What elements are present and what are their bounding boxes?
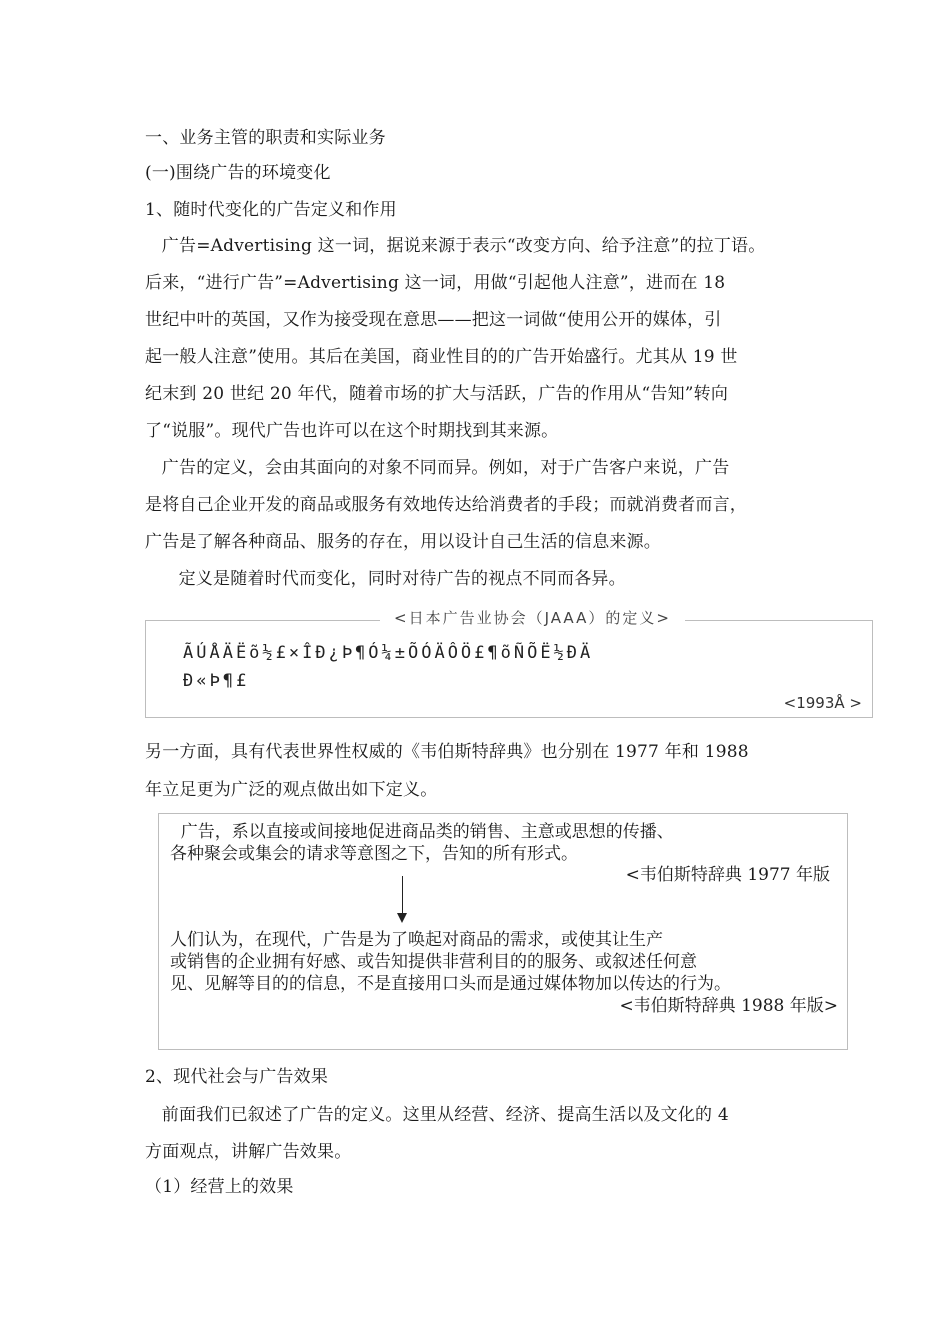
jaaa-box-title: <日本广告业协会（JAAA）的定义>	[380, 606, 685, 630]
paragraph-line: 定义是随着时代而变化，同时对待广告的视点不同而各异。	[145, 569, 626, 589]
jaaa-definition-box	[145, 620, 873, 718]
paragraph-line: 后来，“进行广告”=Advertising 这一词，用做“引起他人注意”，进而在 18	[145, 273, 726, 293]
paragraph-line: 方面观点，讲解广告效果。	[145, 1142, 352, 1162]
subsection-heading: (一)围绕广告的环境变化	[145, 163, 331, 183]
webster-1988-definition-line: 或销售的企业拥有好感、或告知提供非营利目的的服务、或叙述任何意	[170, 952, 697, 972]
paragraph-line: 广告的定义，会由其面向的对象不同而异。例如，对于广告客户来说，广告	[145, 458, 730, 478]
paragraph-line: 起一般人注意”使用。其后在美国，商业性目的的广告开始盛行。尤其从 19 世	[145, 347, 738, 367]
jaaa-garbled-text-line: Ð«Þ¶£	[183, 671, 250, 691]
paragraph-line: 世纪中叶的英国，又作为接受现在意思——把这一词做“使用公开的媒体，引	[145, 310, 722, 330]
item-heading: 2、现代社会与广告效果	[145, 1067, 329, 1087]
webster-1977-definition-line: 广告，系以直接或间接地促进商品类的销售、主意或思想的传播、	[170, 822, 674, 842]
item-heading: 1、随时代变化的广告定义和作用	[145, 200, 397, 220]
webster-1988-definition-line: 人们认为，在现代，广告是为了唤起对商品的需求，或使其让生产	[170, 930, 663, 950]
down-arrow-icon	[402, 876, 403, 914]
webster-1988-definition-line: 见、见解等目的的信息，不是直接用口头而是通过媒体物加以传达的行为。	[170, 974, 731, 994]
arrow-head-icon	[397, 913, 407, 923]
paragraph-line: 年立足更为广泛的观点做出如下定义。	[145, 780, 438, 800]
paragraph-line: 另一方面，具有代表世界性权威的《韦伯斯特辞典》也分别在 1977 年和 1988	[145, 742, 749, 762]
paragraph-line: 广告=Advertising 这一词，据说来源于表示“改变方向、给予注意”的拉丁语。	[145, 236, 766, 256]
paragraph-line: 是将自己企业开发的商品或服务有效地传达给消费者的手段；而就消费者而言，	[145, 495, 747, 515]
paragraph-line: 纪末到 20 世纪 20 年代，随着市场的扩大与活跃，广告的作用从“告知”转向	[145, 384, 729, 404]
paragraph-line: 前面我们已叙述了广告的定义。这里从经营、经济、提高生活以及文化的 4	[145, 1105, 729, 1125]
jaaa-year-label: <1993Å >	[783, 694, 862, 712]
paragraph-line: 了“说服”。现代广告也许可以在这个时期找到其来源。	[145, 421, 559, 441]
paragraph-line: 广告是了解各种商品、服务的存在，用以设计自己生活的信息来源。	[145, 532, 661, 552]
sub-item-heading: （1）经营上的效果	[145, 1177, 294, 1197]
webster-1977-definition-line: 各种聚会或集会的请求等意图之下，告知的所有形式。	[170, 844, 578, 864]
webster-1977-source: <韦伯斯特辞典 1977 年版	[625, 865, 830, 885]
section-heading: 一、业务主管的职责和实际业务	[145, 128, 386, 148]
webster-1988-source: <韦伯斯特辞典 1988 年版>	[619, 996, 838, 1016]
jaaa-garbled-text-line: ÃÚÅÄËõ½£×ÎÐ¿Þ¶Ó¼±ÕÓÄÔÖ£¶õÑÕË½ÐÄ	[183, 643, 594, 663]
